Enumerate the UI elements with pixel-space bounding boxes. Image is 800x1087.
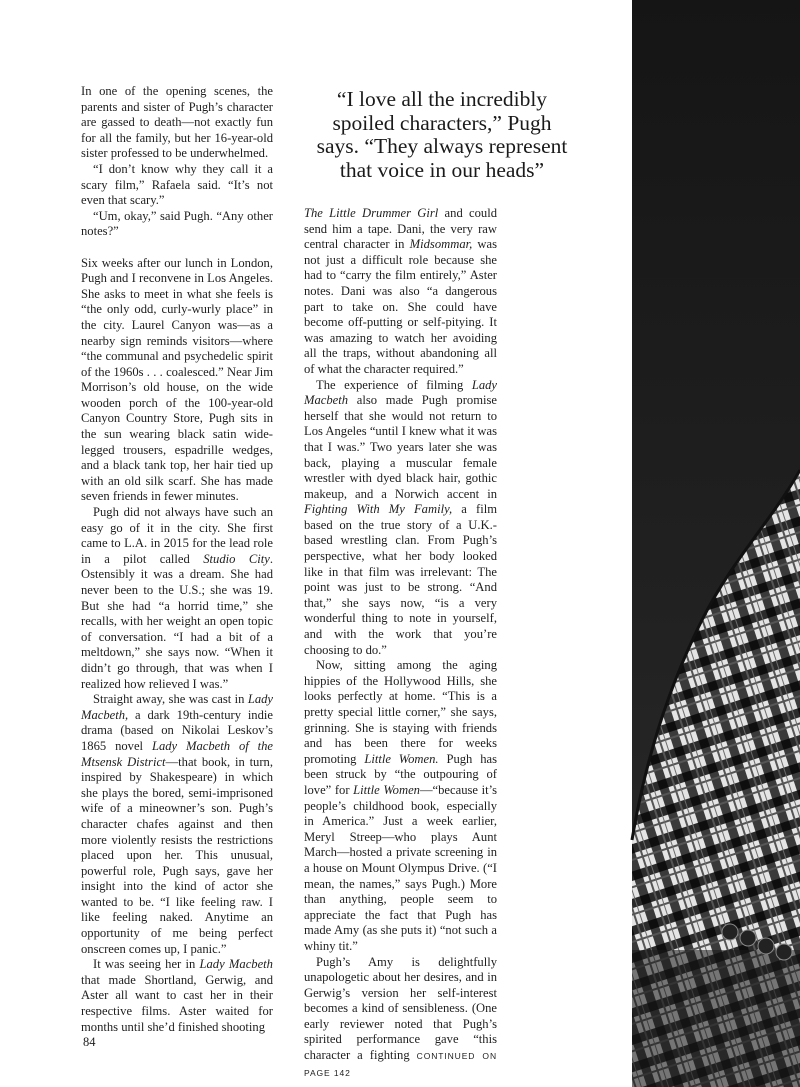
paragraph: “I don’t know why they call it a scary film,” Rafaela said. “It’s not even that scary.”	[81, 161, 273, 208]
plaid-jacket-photo-icon	[622, 0, 800, 1087]
paragraph: It was seeing her in Lady Macbeth that made Shortland, Gerwig, and Aster all want to cast her in their respective films. Aster waited for months until she’d finished shooting	[81, 957, 273, 1034]
paragraph: Pugh did not always have such an easy go of it in the city. She first came to L.A. in 2015 for the lead role in a pilot called Studio City. Ostensibly it was a dream. She had never been to the U.S.; she was 19. But she had “a horrid time,” she recalls, with her weight an open topic of conversation. “I had a bit of a meltdown,” she says now. “When it didn’t go through, that was when I realized how relieved I was.”	[81, 505, 273, 691]
article-column-1	[81, 84, 273, 1035]
paragraph: “Um, okay,” said Pugh. “Any other notes?”	[81, 208, 273, 239]
photo-plaid-jacket	[622, 0, 800, 1087]
paragraph: Now, sitting among the aging hippies of the Hollywood Hills, she looks perfectly at home. “This is a pretty special little corner,” she says, grinning. She is staying with friends and has been there for weeks promoting Little Women. Pugh has been struck by “the outpouring of love” for Little Women—“because it’s people’s childhood book, especially in America.” Just a week earlier, Meryl Streep—who plays Aunt March—hosted a private screening in a house on Mount Olympus Drive. (“I mean, the names,” says Pugh.) More than anything, people seem to appreciate the fact that Pugh has made Amy (as she puts it) “not such a whiny tit.”	[304, 658, 498, 953]
page-number: 84	[83, 1035, 96, 1049]
paragraph: Pugh’s Amy is delightfully unapologetic about her desires, and in Gerwig’s version her self-interest becomes a kind of sensibleness. (One early reviewer noted that Pugh’s spirited performance gave “this character a fighting CONTINUED ON PAGE 142	[304, 954, 497, 1078]
article-column-2	[304, 206, 497, 1081]
paragraph: The experience of filming Lady Macbeth also made Pugh promise herself that she would not return to Los Angeles “until I knew what it was that I was.” Two years later she was back, playing a muscular female wrestler with dyed black hair, gothic makeup, and a Norwich accent in Fighting With My Family, a film based on the true story of a U.K.-based wrestling clan. From Pugh’s perspective, what her body looked like in that film was irrelevant: The point was just to be strong. “And that,” she says now, “is a very wonderful thing to note in yourself, and with the work that you’re choosing to do.”	[304, 377, 497, 657]
paragraph: Six weeks after our lunch in London, Pugh and I reconvene in Los Angeles. She asks to meet in what she feels is “the only odd, curly-wurly place” in the city. Laurel Canyon was—as a nearby sign reminds visitors—where “the communal and psychedelic spirit of the 1960s . . . coalesced.” Near Jim Morrison’s old house, on the wide wooden porch of the 100-year-old Canyon Country Store, Pugh sits in the sun wearing black satin wide-legged trousers, espadrille wedges, and a black tank top, her hair tied up with an old silk scarf. She has made seven friends in fewer minutes.	[81, 255, 273, 504]
paragraph: In one of the opening scenes, the parents and sister of Pugh’s character are gassed to death—not exactly fun for all the family, but her 16-year-old sister professed to be underwhelmed.	[81, 84, 273, 161]
continued-on-label: CONTINUED ON PAGE 142	[304, 1051, 497, 1078]
paragraph: The Little Drummer Girl and could send him a tape. Dani, the very raw central character in Midsommar, was not just a difficult role because she had to “carry the film entirely,” Aster notes. Dani was also “a dangerous part to take on. She could have become off-putting or self-pitying. It was amazing to watch her avoiding all the traps, without abandoning all of what the character required.”	[304, 206, 497, 376]
paragraph: Straight away, she was cast in Lady Macbeth, a dark 19th-century indie drama (based on Nikolai Leskov’s 1865 novel Lady Macbeth of the Mtsensk District—that book, in turn, inspired by Shakespeare) in which she plays the bored, semi-imprisoned wife of a mineowner’s son. Pugh’s character chafes against and then more violently resists the restrictions placed upon her. This unusual, powerful role, Pugh says, gave her insight into the kind of actor she wanted to be. “I like feeling raw. I like feeling naked. Anytime an opportunity of me being perfect onscreen comes up, I panic.”	[81, 692, 274, 956]
pull-quote: “I love all the incredibly spoiled characters,” Pugh says. “They always represent that voice in our heads”	[316, 87, 568, 182]
